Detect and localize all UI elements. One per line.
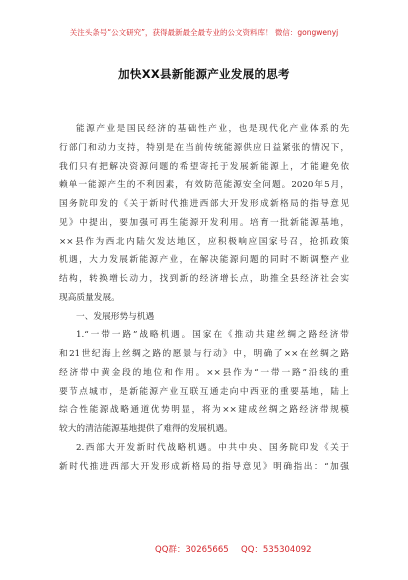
body-line: 行部门和动力支持，特别是在当前传统能源供应日益紧张的情况下， xyxy=(59,142,349,153)
document-title: 加快XX县新能源产业发展的思考 xyxy=(118,67,290,81)
body-line: 结构，转换增长动力，找到新的经济增长点，助推全县经济社会实 xyxy=(59,274,349,284)
body-line: ××县作为西北内陆欠发达地区，应积极响应国家号召，抢抓政策 xyxy=(59,236,349,247)
body-line: 现高质量发展。 xyxy=(59,292,120,303)
section-heading: 一、发展形势与机遇 xyxy=(76,311,155,322)
body-line: 1.“一带一路”战略机遇。国家在《推动共建丝绸之路经济带 xyxy=(76,330,349,341)
body-line: 我们只有把解决资源问题的希望寄托于发展新能源上，才能避免依 xyxy=(59,161,349,172)
body-line: 2.西部大开发新时代战略机遇。中共中央、国务院印发《关于 xyxy=(76,442,349,453)
body-line: 经济带中黄金段的地位和作用。××县作为“一带一路”沿线的重 xyxy=(59,367,349,378)
body-line: 见》中提出，要加强可再生能源开发利用。培育一批新能源基地， xyxy=(59,217,349,228)
body-line: 较大的清洁能源基地提供了难得的发展机遇。 xyxy=(59,424,233,434)
body-line: 综合性能源战略通道优势明显，将为××建成丝绸之路经济带规模 xyxy=(59,405,349,416)
body-line: 国务院印发的《关于新时代推进西部大开发形成新格局的指导意见 xyxy=(59,199,349,209)
body-line: 新时代推进西部大开发形成新格局的指导意见》明确指出：“加强 xyxy=(59,461,349,472)
qq-group-number: QQ群：30265665 xyxy=(155,545,229,555)
body-line: 能源产业是国民经济的基础性产业，也是现代化产业体系的先 xyxy=(76,124,349,134)
body-line: 要节点城市，是新能源产业互联互通走向中西亚的重要基地，陆上 xyxy=(59,386,349,397)
body-line: 和21世纪海上丝绸之路的愿景与行动》中，明确了××在丝绸之路 xyxy=(59,349,349,359)
document-body xyxy=(59,120,349,476)
body-line: 机遇，大力发展新能源产业，在解决能源问题的同时不断调整产业 xyxy=(59,255,349,266)
promo-banner: 关注头条号“公文研究”，获得最新最全最专业的公文资料库！ 微信：gongwenyj xyxy=(69,28,339,37)
body-line: 赖单一能源产生的不利因素，有效防范能源安全问题。2020年5月， xyxy=(59,180,349,191)
qq-number: QQ：535304092 xyxy=(241,545,312,555)
